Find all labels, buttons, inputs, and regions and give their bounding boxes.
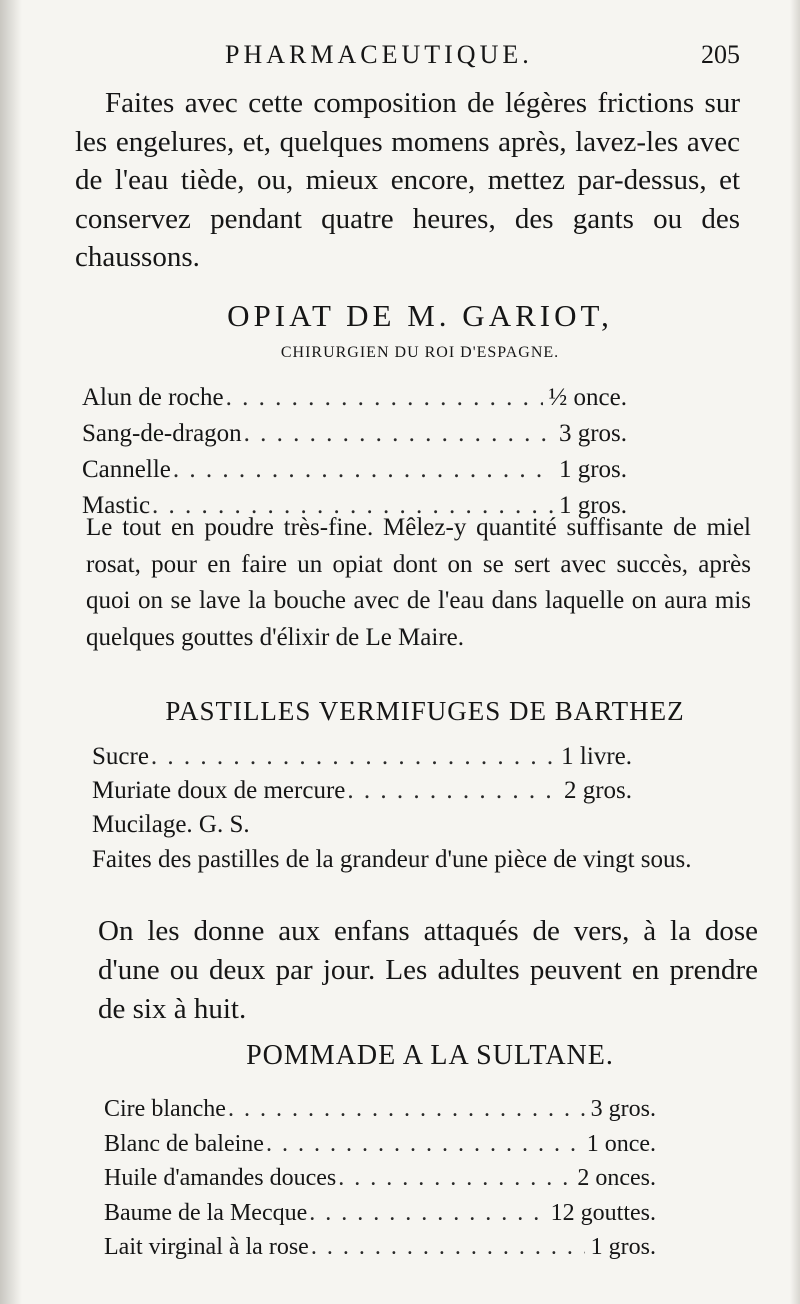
ingredient-name: Sang-de-dragon — [82, 420, 242, 447]
page-number: 205 — [701, 40, 740, 69]
section-title-pastilles: PASTILLES VERMIFUGES DE BARTHEZ — [165, 696, 685, 726]
ingredient-name: Mastic — [82, 492, 151, 519]
ingredient-name: Lait virginal à la rose — [104, 1234, 309, 1260]
ingredient-name: Baume de la Mecque — [104, 1199, 308, 1226]
section-title-opiat: OPIAT DE M. GARIOT, — [227, 298, 613, 333]
ingredient-name: Alun de roche — [82, 384, 224, 411]
dot-leader — [173, 452, 553, 488]
dot-leader — [226, 380, 543, 416]
section-title-pommade: POMMADE A LA SULTANE. — [246, 1040, 614, 1071]
ingredient-row — [104, 1092, 656, 1127]
ingredient-row — [104, 1230, 656, 1265]
dot-leader — [228, 1092, 585, 1127]
opiat-instructions: Le tout en poudre très-fine. Mêlez-y quantité suffisante de miel rosat, pour en faire un opiat dont on se sert avec succès, après quoi on se lave la bouche avec de l'eau dans laquelle on aura mis quelques gouttes d'élixir de Le Maire. — [86, 514, 751, 651]
section-subtitle-opiat: CHIRURGIEN DU ROI D'ESPAGNE. — [280, 344, 560, 361]
ingredient-quantity: 1 livre. — [561, 743, 632, 770]
ingredient-quantity: 3 gros. — [558, 420, 627, 447]
dot-leader — [266, 1127, 581, 1162]
ingredient-row — [92, 808, 632, 842]
ingredient-list-pommade — [104, 1092, 656, 1265]
ingredient-quantity: 2 gros. — [563, 777, 632, 804]
ingredient-name: Sucre — [92, 743, 149, 770]
ingredient-quantity: 1 once. — [586, 1130, 656, 1157]
ingredient-row — [104, 1127, 656, 1162]
dot-leader — [309, 1196, 544, 1231]
ingredient-quantity: 1 gros. — [590, 1234, 656, 1260]
ingredient-row — [92, 774, 632, 808]
ingredient-quantity: 12 gouttes. — [550, 1199, 656, 1226]
ingredient-row — [104, 1196, 656, 1231]
ingredient-name: Huile d'amandes douces — [104, 1165, 337, 1191]
dot-leader — [338, 1161, 571, 1196]
ingredient-list-opiat — [82, 380, 627, 524]
pastilles-dosage: On les donne aux enfans attaqués de vers, à la dose d'une ou deux par jour. Les adultes peuvent en prendre de six à huit. — [98, 915, 758, 1025]
ingredient-row — [82, 452, 627, 488]
pastilles-preparation: Faites des pastilles de la grandeur d'une pièce de vingt sous. — [92, 846, 692, 873]
ingredient-name: Cire blanche — [104, 1096, 226, 1122]
ingredient-quantity: 3 gros. — [590, 1096, 656, 1122]
ingredient-list-pastilles — [92, 740, 632, 842]
ingredient-row — [82, 380, 627, 416]
intro-paragraph — [75, 84, 740, 277]
dot-leader — [347, 774, 558, 808]
ingredient-name: Blanc de baleine — [104, 1130, 264, 1157]
ingredient-quantity: 1 gros. — [558, 456, 627, 483]
ingredient-name: Cannelle — [82, 456, 171, 483]
ingredient-quantity: 1 gros. — [558, 492, 627, 519]
ingredient-name: Mucilage. G. S. — [92, 811, 250, 838]
page-edge-shadow — [790, 0, 800, 1304]
ingredient-quantity: ½ once. — [548, 384, 627, 411]
running-title: PHARMACEUTIQUE. — [225, 40, 533, 69]
dot-leader — [244, 416, 553, 452]
dot-leader — [311, 1230, 585, 1265]
page-gutter-shadow — [0, 0, 22, 1304]
ingredient-row — [82, 416, 627, 452]
ingredient-row — [92, 740, 632, 774]
dot-leader — [151, 740, 555, 774]
intro-paragraph-text: Faites avec cette composition de légères frictions sur les engelures, et, quelques momens après, lavez-les avec de l'eau tiède, ou, mieux encore, mettez par-dessus, et conservez pendant quatre heures, des gants ou des chaussons. — [75, 87, 740, 273]
page-header — [225, 40, 740, 80]
ingredient-name: Muriate doux de mercure — [92, 777, 346, 804]
ingredient-row — [104, 1161, 656, 1196]
ingredient-quantity: 2 onces. — [577, 1165, 656, 1191]
